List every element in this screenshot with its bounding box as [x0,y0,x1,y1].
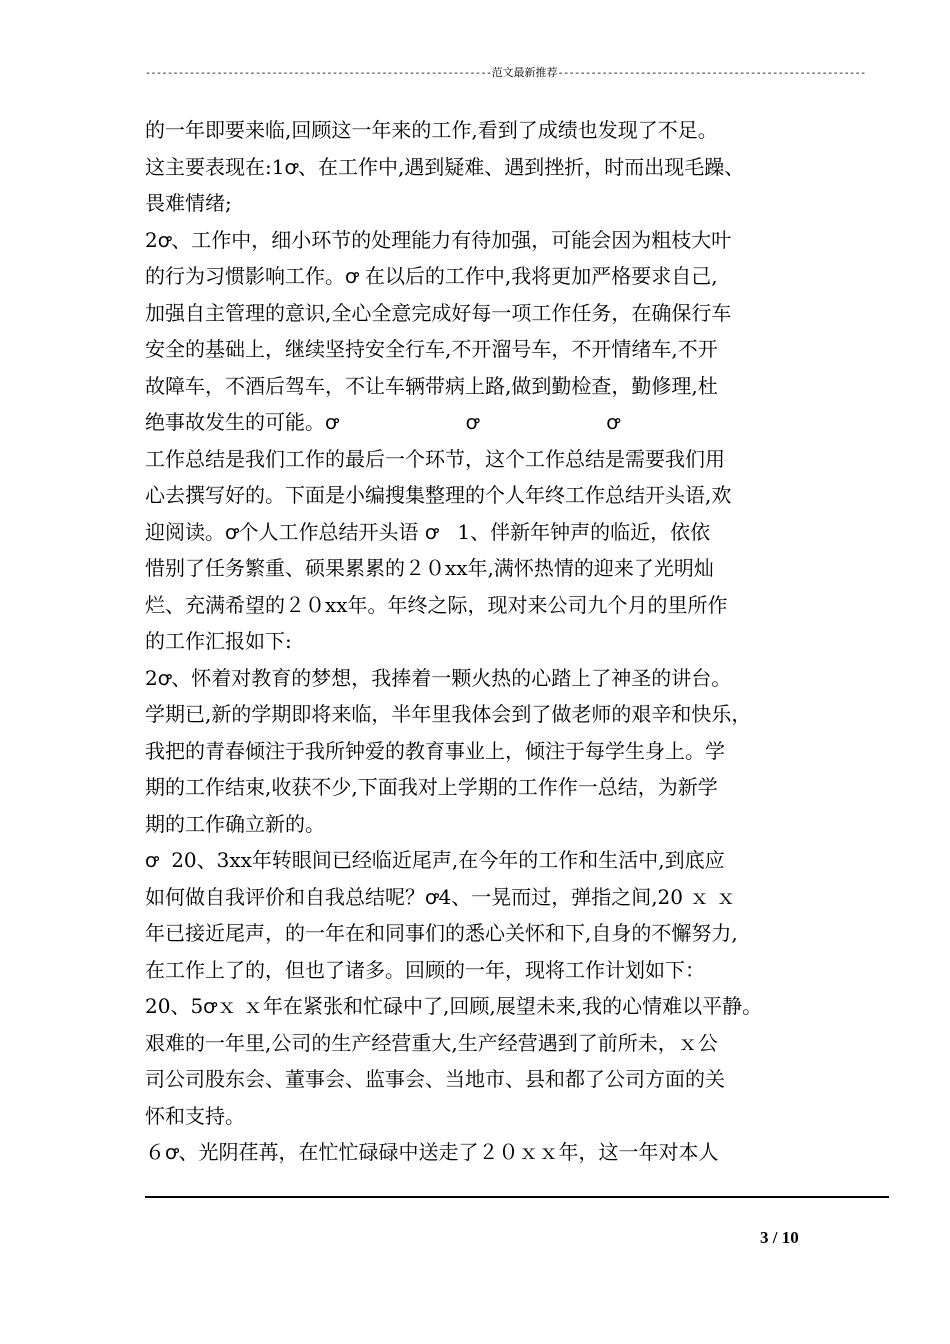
text-line: 绝事故发生的可能。ꝍ ꝍ ꝍ [145,410,620,434]
text-line: 年已接近尾声，的一年在和同事们的悉心关怀和下,自身的不懈努力, [145,921,738,945]
text-line: 在工作上了的，但也了诸多。回顾的一年，现将工作计划如下： [145,957,705,982]
text-line: 20、5ꝍｘ ｘ年在紧张和忙碌中了,回顾,展望未来,我的心情难以平静。 [145,994,763,1018]
text-line: 如何做自我评价和自我总结呢？ꝍ4、一晃而过，弹指之间,20 ｘ ｘ [145,884,736,909]
text-line: 惜别了任务繁重、硕果累累的２０xx年,满怀热情的迎来了光明灿 [145,556,714,580]
text-line: 迎阅读。ꝍ个人工作总结开头语 ꝍ 1、伴新年钟声的临近，依依 [145,519,711,544]
text-line: 期的工作确立新的。 [145,811,325,836]
header-dashes-left: --------------------------------------------------------------- [145,69,492,80]
text-line: 2ꝍ、工作中，细小环节的处理能力有待加强，可能会因为粗枝大叶 [145,227,732,252]
text-line: 安全的基础上，继续坚持安全行车,不开溜号车，不开情绪车,不开 [145,337,718,361]
text-line: 的一年即要来临,回顾这一年来的工作,看到了成绩也发现了不足。 [145,118,718,142]
text-line: 怀和支持。 [145,1103,245,1128]
header-dashes-right: -------------------------------------------------------- [557,69,866,80]
text-line: 畏难情绪; [145,191,232,215]
body-text [145,112,813,1171]
text-line: 学期已,新的学期即将来临，半年里我体会到了做老师的艰辛和快乐， [145,702,752,726]
text-line: 这主要表现在:1ꝍ、在工作中,遇到疑难、遇到挫折，时而出现毛躁、 [145,154,745,179]
text-line: ６ꝍ、光阴荏苒，在忙忙碌碌中送走了２０ｘｘ年，这一年对本人 [145,1140,719,1164]
header-label: 范文最新推荐 [491,66,558,79]
text-line: 司公司股东会、董事会、监事会、当地市、县和都了公司方面的关 [145,1067,725,1091]
text-line: ꝍ 20、3xx年转眼间已经临近尾声,在今年的工作和生活中,到底应 [145,848,725,872]
text-line: 心去撰写好的。下面是小编搜集整理的个人年终工作总结开头语,欢 [145,483,732,507]
text-line: 烂、充满希望的２０xx年。年终之际，现对来公司九个月的里所作 [145,592,728,617]
text-line: 2ꝍ、怀着对教育的梦想，我捧着一颗火热的心踏上了神圣的讲台。 [145,665,732,690]
text-line: 加强自主管理的意识,全心全意完成好每一项工作任务，在确保行车 [145,300,732,325]
text-line: 的工作汇报如下: [145,629,292,653]
text-line: 工作总结是我们工作的最后一个环节，这个工作总结是需要我们用 [145,446,725,471]
text-line: 艰难的一年里,公司的生产经营重大,生产经营遇到了前所未，ｘ公 [145,1030,718,1055]
page-header [145,66,866,82]
text-line: 故障车，不酒后驾车，不让车辆带病上路,做到勤检查，勤修理,杜 [145,373,718,398]
text-line: 的行为习惯影响工作。ꝍ 在以后的工作中,我将更加严格要求自己, [145,264,718,288]
text-line: 我把的青春倾注于我所钟爱的教育事业上，倾注于每学生身上。学 [145,738,725,763]
page-number: 3 / 10 [760,1228,799,1247]
text-line: 期的工作结束,收获不少,下面我对上学期的工作作一总结，为新学 [145,775,718,799]
footer-divider [145,1196,889,1198]
